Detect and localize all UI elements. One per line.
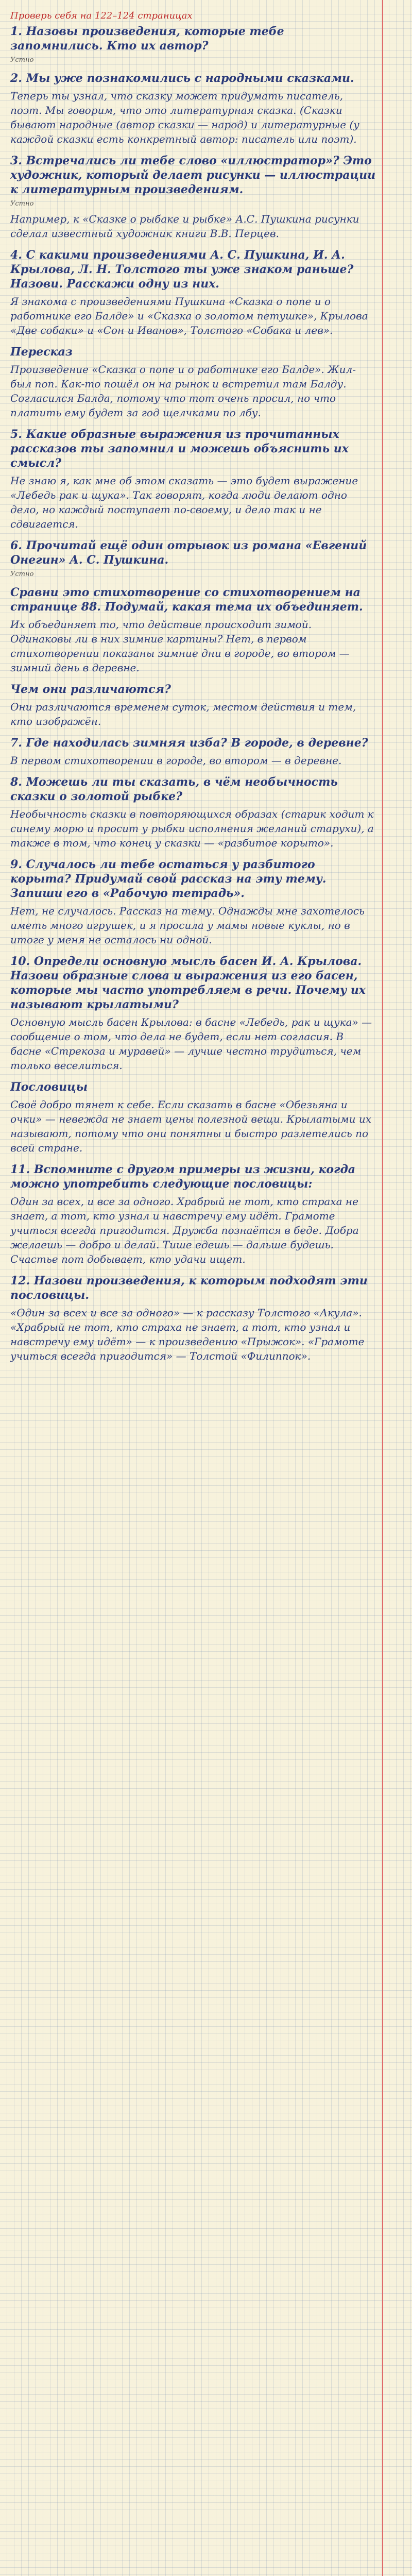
exercise-block xyxy=(10,1162,376,1266)
answer-text: Теперь ты узнал, что сказку может придумать писатель, поэт. Мы говорим, что это литературная сказка. (Сказки бывают народные (автор сказки — народ) и литературные (у каждой сказки есть конкретный автор: писатель или поэт). xyxy=(10,90,359,145)
answer-text: Один за всех, и все за одного. Храбрый не тот, кто страха не знает, а тот, кто узнал и навстречу ему идёт. Грамоте учиться всегда пригодится. Дружба познаётся в беде. Добра желаешь — добро и делай. Тише едешь — дальше будешь. Счастье пот добывает, кто удачи ищет. xyxy=(10,1195,359,1265)
answer-text: Например, к «Сказке о рыбаке и рыбке» А.С. Пушкина рисунки сделал известный художник книги В.В. Перцев. xyxy=(10,213,359,240)
question-text: 12. Назови произведения, к которым подходят эти пословицы. xyxy=(10,1274,368,1302)
answer-text: Нет, не случалось. Рассказ на тему. Однажды мне захотелось иметь много игрушек, и я просила у мамы новые куклы, но в итоге у меня не осталось ни одной. xyxy=(10,905,365,946)
question-text: Сравни это стихотворение со стихотворением на странице 88. Подумай, какая тема их объединяет. xyxy=(10,586,363,614)
question-text: 7. Где находилась зимняя изба? В городе, в деревне? xyxy=(10,736,368,750)
note-text: Устно xyxy=(10,200,34,208)
answer-text: Основную мысль басен Крылова: в басне «Лебедь, рак и щука» — сообщение о том, что дела не будет, если нет согласия. В басне «Стрекоза и муравей» — лучше честно трудиться, чем только веселиться. xyxy=(10,1016,372,1072)
question-text: Пословицы xyxy=(10,1080,88,1094)
exercise-block xyxy=(10,154,376,241)
answer-text: Их объединяет то, что действие происходит зимой. Одинаковы ли в них зимние картины? Нет, в первом стихотворении показаны зимние дни в городе, во втором — зимний день в деревне. xyxy=(10,618,350,674)
answer-text: Произведение «Сказка о попе и о работнике его Балде». Жил-был поп. Как-то пошёл он на рынок и встретил там Балду. Согласился Балда, потому что тот очень просил, но что платить ему будет за год щелчками по лбу. xyxy=(10,363,356,419)
note-text: Устно xyxy=(10,570,34,578)
exercise-block xyxy=(10,775,376,850)
exercise-block xyxy=(10,585,376,675)
exercise-block xyxy=(10,1080,376,1155)
items-container xyxy=(10,24,376,1363)
question-text: 2. Мы уже познакомились с народными сказками. xyxy=(10,72,354,85)
question-text: 5. Какие образные выражения из прочитанных рассказов ты запомнил и можешь объяснить их смысл? xyxy=(10,428,349,470)
answer-text: «Один за всех и все за одного» — к рассказу Толстого «Акула». «Храбрый не тот, кто страха не знает, а тот, кто узнал и навстречу ему идёт» — к произведению «Прыжок». «Грамоте учиться всегда пригодится» — Толстой «Филиппок». xyxy=(10,1307,365,1362)
exercise-block xyxy=(10,248,376,337)
page-header: Проверь себя на 122–124 страницах xyxy=(10,10,193,21)
question-text: 10. Определи основную мысль басен И. А. Крылова. Назови образные слова и выражения из его басен, которые мы часто употребляем в речи. Почему их называют крылатыми? xyxy=(10,955,366,1011)
exercise-block xyxy=(10,954,376,1073)
question-text: 4. С какими произведениями А. С. Пушкина, И. А. Крылова, Л. Н. Толстого ты уже знаком раньше? Назови. Расскажи одну из них. xyxy=(10,248,354,291)
exercise-block xyxy=(10,538,376,578)
note-text: Устно xyxy=(10,56,34,64)
question-text: 11. Вспомните с другом примеры из жизни, когда можно употребить следующие пословицы: xyxy=(10,1163,356,1191)
question-text: 6. Прочитай ещё один отрывок из романа «Евгений Онегин» А. С. Пушкина. xyxy=(10,539,367,567)
question-text: Чем они различаются? xyxy=(10,683,171,696)
question-text: Пересказ xyxy=(10,345,73,359)
question-text: 8. Можешь ли ты сказать, в чём необычность сказки о золотой рыбке? xyxy=(10,775,338,803)
notebook-page xyxy=(10,10,376,1370)
answer-text: В первом стихотворении в городе, во втором — в деревне. xyxy=(10,754,342,767)
exercise-block xyxy=(10,682,376,728)
exercise-block xyxy=(10,857,376,947)
exercise-block xyxy=(10,24,376,64)
answer-text: Необычность сказки в повторяющихся образах (старик ходит к синему морю и просит у рыбки исполнения желаний старухи), а также в том, что конец у сказки — «разбитое корыто». xyxy=(10,808,374,849)
question-text: 9. Случалось ли тебе остаться у разбитого корыта? Придумай свой рассказ на эту тему. Запиши его в «Рабочую тетрадь». xyxy=(10,858,327,900)
exercise-block xyxy=(10,427,376,531)
red-margin-line xyxy=(382,0,383,2576)
answer-text: Я знакома с произведениями Пушкина «Сказка о попе и о работнике его Балде» и «Сказка о золотом петушке», Крылова «Две собаки» и «Сон и Иванов», Толстого «Собака и лев». xyxy=(10,295,368,336)
exercise-block xyxy=(10,736,376,768)
exercise-block xyxy=(10,1274,376,1363)
exercise-block xyxy=(10,71,376,146)
exercise-block xyxy=(10,345,376,420)
answer-text: Не знаю я, как мне об этом сказать — это будет выражение «Лебедь рак и щука». Так говорят, когда люди делают одно дело, но каждый поступает по-своему, и дело так и не сдвигается. xyxy=(10,474,358,530)
answer-text: Своё добро тянет к себе. Если сказать в басне «Обезьяна и очки» — невежда не знает цены полезной вещи. Крылатыми их называют, потому что они понятны и быстро разлетелись по всей стране. xyxy=(10,1098,371,1154)
question-text: 3. Встречались ли тебе слово «иллюстратор»? Это художник, который делает рисунки — иллюстрации к литературным произведениям. xyxy=(10,154,376,196)
question-text: 1. Назовы произведения, которые тебе запомнились. Кто их автор? xyxy=(10,25,284,53)
answer-text: Они различаются временем суток, местом действия и тем, кто изображён. xyxy=(10,701,356,727)
